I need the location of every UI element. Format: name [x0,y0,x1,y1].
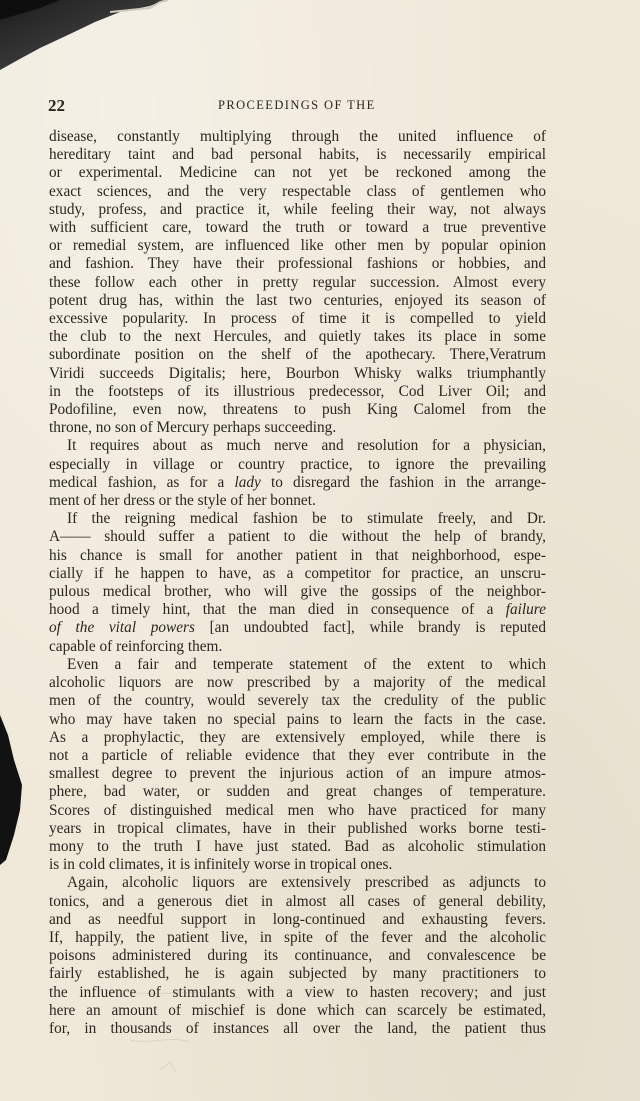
text-line: is in cold climates, it is infinitely worse in tropical ones. [49,856,393,874]
text-line: study, profess, and practice it, while feeling their way, not always [49,200,546,218]
text-segment: to disregard the fashion in the arrange- [260,473,546,491]
text-line: or experimental. Medicine can not yet be reckoned among the [49,164,546,182]
text-line: the club to the next Hercules, and quietly takes its place in some [49,328,546,346]
text-line: Again, alcoholic liquors are extensively prescribed as adjuncts to [67,874,546,892]
text-line: tonics, and a generous diet in almost all cases of general debility, [49,892,546,910]
text-line: Scores of distinguished medical men who have practiced for many [49,801,546,819]
text-line: years in tropical climates, have in their published works borne testi- [49,819,546,837]
text-line: alcoholic liquors are now prescribed by a majority of the medical [49,674,546,692]
text-line: in the footsteps of its illustrious predecessor, Cod Liver Oil; and [49,382,546,400]
text-segment: [an undoubted fact], while brandy is reputed [194,619,546,637]
text-line: poisons administered during its continuance, and convalescence be [49,947,546,965]
text-line: phere, bad water, or sudden and great changes of temperature. [49,783,546,801]
binding-shadow [0,715,26,865]
text-line: for, in thousands of instances all over the land, the patient thus [49,1019,546,1037]
text-line: with sufficient care, toward the truth or toward a true preventive [49,219,546,237]
text-line [49,474,546,492]
text-line: who may have taken no special pains to learn the facts in the case. [49,710,546,728]
text-line: capable of reinforcing them. [49,637,223,655]
text-line: mony to the truth I have just stated. Bad as alcoholic stimulation [49,837,546,855]
text-line [49,619,546,637]
page-header [48,96,588,116]
page-number: 22 [48,96,65,115]
text-line: especially in village or country practice, to ignore the prevailing [49,455,546,473]
emphasized-word: of the vital powers [49,619,195,637]
text-line: and fashion. They have their professional fashions or hobbies, and [49,255,546,273]
text-line: here an amount of mischief is done which can scarcely be estimated, [49,1001,546,1019]
text-line: If the reigning medical fashion be to stimulate freely, and Dr. [67,510,546,528]
text-line: fairly established, he is again subjected by many practitioners to [49,965,546,983]
text-line: A—— should suffer a patient to die without the help of brandy, [49,528,546,546]
text-line: potent drug has, within the last two centuries, enjoyed its season of [49,291,546,309]
text-line: these follow each other in pretty regular succession. Almost every [49,273,546,291]
text-line: or remedial system, are influenced like other men by popular opinion [49,237,546,255]
text-line: subordinate position on the shelf of the apothecary. There,Veratrum [49,346,546,364]
text-line: exact sciences, and the very respectable class of gentlemen who [49,182,546,200]
text-line: hereditary taint and bad personal habits, is necessarily empirical [49,146,546,164]
text-line: the influence of stimulants with a view to hasten recovery; and just [49,983,546,1001]
text-line: cially if he happen to have, as a competitor for practice, an unscru- [49,564,546,582]
text-line: smallest degree to prevent the injurious action of an impure atmos- [49,765,546,783]
text-line: ment of her dress or the style of her bonnet. [49,492,316,510]
text-line: Viridi succeeds Digitalis; here, Bourbon Whisky walks triumphantly [49,364,546,382]
text-line: As a prophylactic, they are extensively employed, while there is [49,728,546,746]
bleed-through-marks [100,980,300,1090]
text-line: If, happily, the patient live, in spite of the fever and the alcoholic [49,928,546,946]
text-line: his chance is small for another patient in that neighborhood, espe- [49,546,546,564]
text-line: and as needful support in long-continued and exhausting fevers. [49,910,546,928]
text-line [49,601,546,619]
running-head: PROCEEDINGS OF THE [218,98,376,112]
text-line: pulous medical brother, who will give the gossips of the neighbor- [49,583,546,601]
text-segment: medical fashion, as for a [49,473,235,491]
text-line: Even a fair and temperate statement of the extent to which [67,655,546,673]
torn-corner-shadow [0,0,170,80]
body-text [49,128,546,1038]
text-segment: hood a timely hint, that the man died in consequence of a [49,601,506,619]
text-line: men of the country, would severely tax the credulity of the public [49,692,546,710]
text-line: excessive popularity. In process of time it is compelled to yield [49,310,546,328]
text-line: disease, constantly multiplying through the united influence of [49,128,546,145]
text-line: Podofiline, even now, threatens to push King Calomel from the [49,401,546,419]
text-line: not a particle of reliable evidence that they ever contribute in the [49,746,546,764]
emphasized-word: lady [234,473,261,491]
emphasized-word: failure [505,601,546,619]
text-line: throne, no son of Mercury perhaps succeeding. [49,419,337,437]
text-line: It requires about as much nerve and resolution for a physician, [67,437,546,455]
